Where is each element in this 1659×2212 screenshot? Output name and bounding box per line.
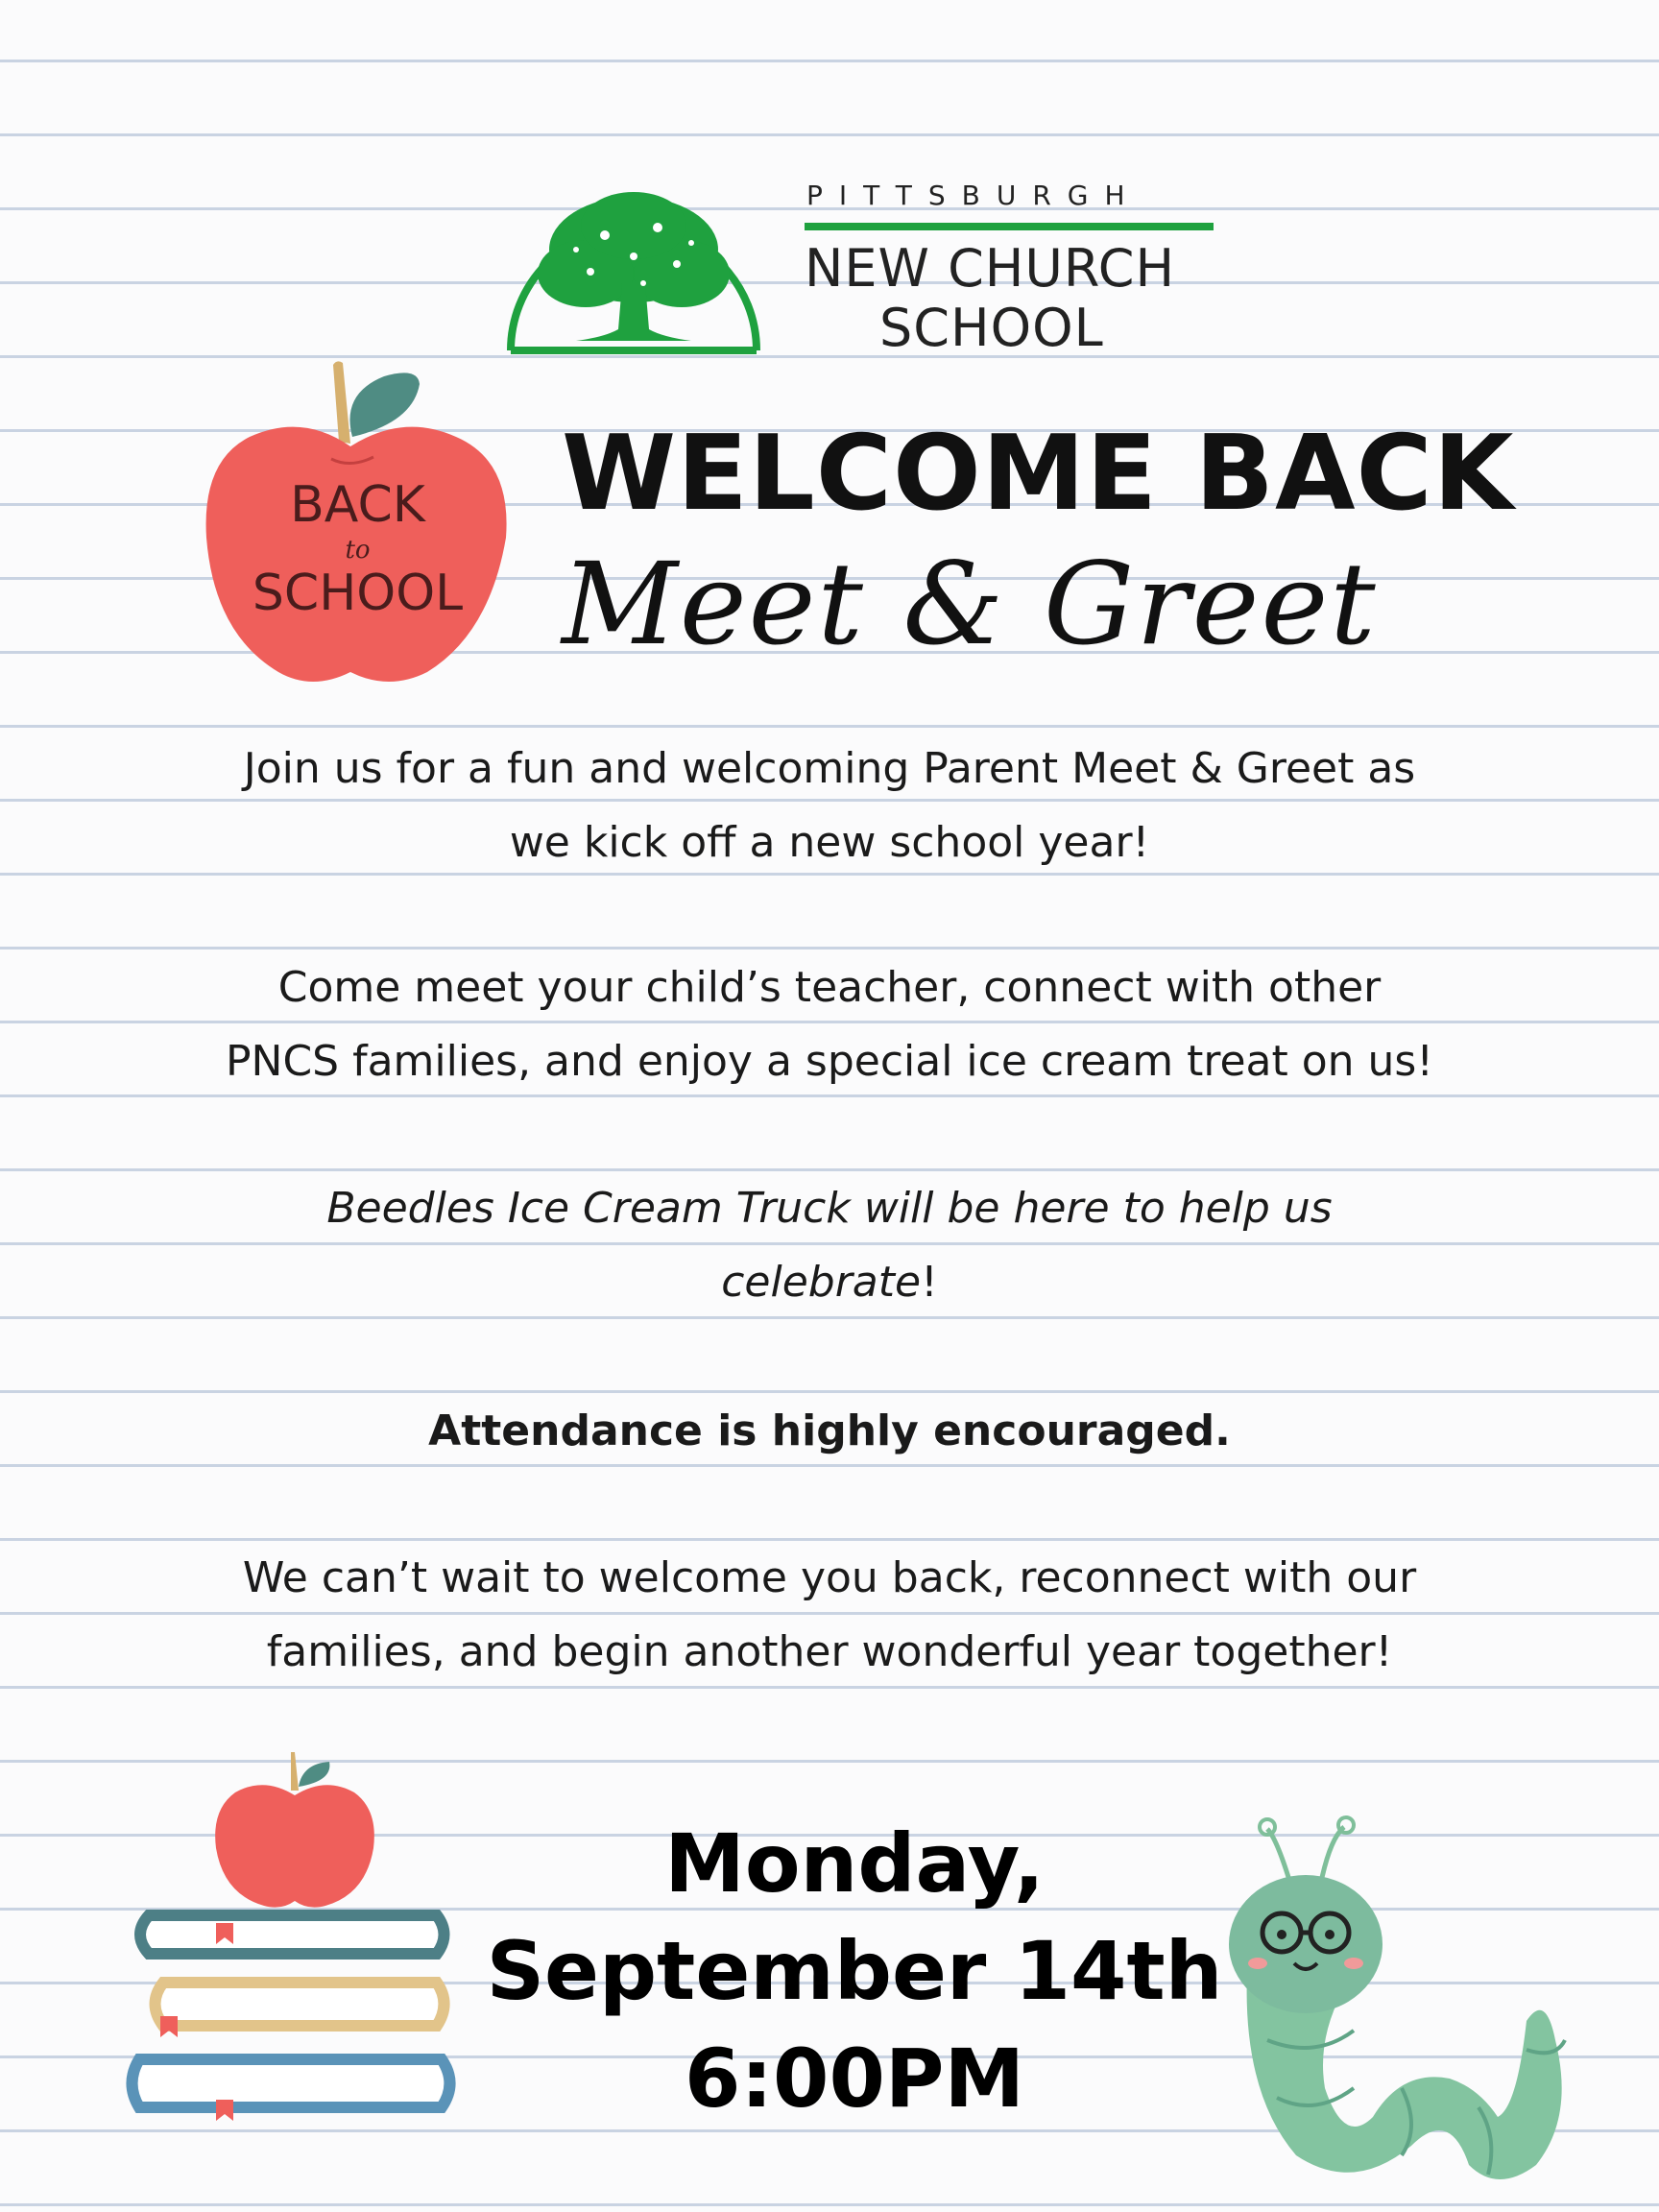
event-day: Monday, bbox=[664, 1816, 1045, 1911]
logo-rule bbox=[805, 223, 1214, 230]
badge-line3: SCHOOL bbox=[252, 565, 464, 622]
ice-cream-paragraph bbox=[138, 1171, 1521, 1319]
logo-name-line1: NEW CHURCH bbox=[805, 238, 1176, 299]
bookworm-icon bbox=[1210, 1800, 1613, 2203]
badge-line2: to bbox=[345, 536, 371, 565]
ice-cream-exclaim: ! bbox=[921, 1258, 938, 1307]
ice-cream-line1: Beedles Ice Cream Truck will be here to help us bbox=[326, 1184, 1333, 1233]
school-logo bbox=[499, 168, 1210, 360]
event-details bbox=[461, 1810, 1248, 2132]
closing-line2: families, and begin another wonderful year together! bbox=[266, 1627, 1393, 1676]
intro-paragraph bbox=[138, 732, 1521, 879]
logo-top-text: PITTSBURGH bbox=[806, 180, 1142, 211]
event-date: September 14th bbox=[486, 1924, 1223, 2018]
intro-line1: Join us for a fun and welcoming Parent Meet & Greet as bbox=[243, 744, 1416, 793]
details-line1: Come meet your child’s teacher, connect with other bbox=[277, 963, 1382, 1012]
ice-cream-line2: celebrate bbox=[721, 1258, 922, 1307]
tree-logo-icon bbox=[499, 168, 768, 360]
books-apple-icon bbox=[120, 1752, 475, 2146]
details-paragraph bbox=[138, 950, 1521, 1098]
closing-paragraph bbox=[138, 1541, 1521, 1689]
badge-line1: BACK bbox=[290, 476, 425, 534]
logo-name-line2: SCHOOL bbox=[879, 298, 1104, 358]
books-illustration bbox=[120, 1752, 475, 2146]
intro-line2: we kick off a new school year! bbox=[509, 818, 1150, 867]
attendance-note: Attendance is highly encouraged. bbox=[428, 1407, 1231, 1455]
event-time: 6:00PM bbox=[684, 2032, 1025, 2126]
page-title: WELCOME BACK bbox=[562, 414, 1515, 534]
back-to-school-apple bbox=[197, 355, 518, 686]
closing-line1: We can’t wait to welcome you back, reconnect with our bbox=[242, 1553, 1417, 1602]
details-line2: PNCS families, and enjoy a special ice cream treat on us! bbox=[226, 1037, 1433, 1086]
page-subtitle: Meet & Greet bbox=[562, 538, 1378, 670]
bookworm-illustration bbox=[1210, 1800, 1613, 2203]
